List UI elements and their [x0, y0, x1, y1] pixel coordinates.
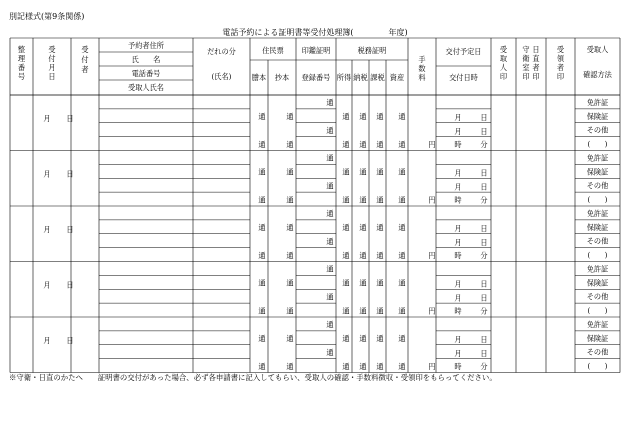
row-kofu-month: 月 — [454, 113, 462, 122]
row-kofu-day: 日 — [480, 224, 488, 233]
row-kofu-fun: 分 — [480, 140, 488, 149]
header-kofusha-in: 受 — [556, 45, 565, 54]
row-zeimu-tsu: 通 — [342, 334, 350, 343]
header-kakunin-sub: 確認方法 — [583, 70, 612, 79]
row-kofu-day: 日 — [480, 335, 488, 344]
header-kofusha-in: 者 — [556, 63, 565, 72]
header-zeimu-3: 資産 — [389, 73, 405, 82]
header-kakunin: 受取人 — [586, 45, 609, 54]
header-uketsuke-date: 付 — [48, 54, 56, 63]
header-applicant-3: 受取人氏名 — [128, 83, 164, 92]
header-shuei-a: 印 — [522, 72, 530, 81]
row-id-option: その他 — [586, 181, 609, 191]
row-zeimu-tsu: 通 — [376, 195, 384, 205]
form-year-suffix: 年度) — [388, 28, 408, 37]
row-inkan-tsu: 通 — [326, 98, 334, 107]
header-shuei-b: 印 — [532, 72, 540, 81]
row-day: 日 — [66, 169, 74, 179]
header-uketsukesha: 付 — [81, 55, 89, 64]
header-uketorinin-in: 人 — [499, 63, 508, 72]
row-tohon-tsu: 通 — [258, 306, 266, 316]
header-shuei-a: 守 — [522, 45, 530, 54]
row-day: 日 — [66, 114, 74, 123]
row-zeimu-tsu: 通 — [359, 362, 367, 371]
row-tohon-tsu: 通 — [258, 334, 266, 343]
row-id-option: 保険証 — [586, 111, 609, 121]
row-kofu-fun: 分 — [480, 306, 488, 316]
row-zeimu-tsu: 通 — [342, 140, 350, 149]
row-month: 月 — [43, 280, 51, 290]
row-id-option: 保険証 — [586, 222, 609, 232]
row-zeimu-tsu: 通 — [342, 306, 350, 316]
header-zeimu: 税務証明 — [357, 46, 387, 55]
row-day: 日 — [66, 280, 74, 290]
row-zeimu-tsu: 通 — [342, 278, 350, 288]
row-tohon-tsu: 通 — [258, 195, 266, 205]
row-zeimu-tsu: 通 — [342, 167, 350, 177]
row-kofu-month: 月 — [454, 168, 462, 178]
row-zeimu-tsu: 通 — [398, 195, 406, 205]
row-tohon-tsu: 通 — [258, 223, 266, 232]
row-kofu-day: 日 — [480, 293, 488, 303]
row-zeimu-tsu: 通 — [398, 334, 406, 343]
row-zeimu-tsu: 通 — [376, 223, 384, 232]
row-zeimu-tsu: 通 — [359, 306, 367, 316]
row-shohon-tsu: 通 — [286, 195, 294, 205]
header-shuei-a: 衛 — [522, 54, 530, 63]
row-zeimu-tsu: 通 — [342, 251, 350, 260]
row-id-option: ( ) — [587, 305, 608, 315]
header-inkan-sub: 登録番号 — [301, 73, 331, 82]
row-month: 月 — [43, 336, 51, 345]
row-yen: 円 — [428, 306, 436, 316]
header-kofusha-in: 領 — [556, 54, 565, 63]
header-zeimu-1: 納税 — [353, 73, 368, 82]
header-juminhyo: 住民票 — [262, 46, 284, 55]
header-shuei-a: 室 — [522, 63, 530, 72]
row-zeimu-tsu: 通 — [359, 167, 367, 177]
header-applicant-1: 氏 名 — [131, 55, 161, 64]
header-shuei-b: 者 — [532, 63, 540, 72]
row-yen: 円 — [428, 251, 436, 260]
row-shohon-tsu: 通 — [286, 306, 294, 316]
row-zeimu-tsu: 通 — [376, 306, 384, 316]
row-zeimu-tsu: 通 — [342, 362, 350, 371]
row-id-option: その他 — [586, 292, 609, 302]
row-shohon-tsu: 通 — [286, 278, 294, 288]
row-zeimu-tsu: 通 — [398, 112, 406, 121]
row-kofu-month: 月 — [454, 279, 462, 289]
header-uketsuke-date: 月 — [48, 63, 56, 72]
header-shohon: 抄本 — [274, 73, 290, 82]
row-id-option: ( ) — [587, 250, 608, 260]
row-zeimu-tsu: 通 — [359, 195, 367, 205]
row-zeimu-tsu: 通 — [376, 334, 384, 343]
row-id-option: 保険証 — [586, 167, 609, 177]
row-yen: 円 — [428, 140, 436, 149]
row-zeimu-tsu: 通 — [359, 112, 367, 121]
header-uketorinin-in: 受 — [499, 45, 508, 54]
row-inkan-tsu: 通 — [326, 292, 334, 302]
row-zeimu-tsu: 通 — [359, 223, 367, 232]
row-id-option: ( ) — [587, 361, 608, 371]
header-seiri: 番 — [17, 63, 26, 72]
header-applicant-0: 予約者住所 — [128, 41, 164, 50]
row-kofu-ji: 時 — [454, 362, 462, 371]
header-tesuryo: 数 — [418, 64, 426, 73]
row-zeimu-tsu: 通 — [398, 278, 406, 288]
row-id-option: 免許証 — [586, 153, 609, 163]
row-id-option: その他 — [586, 236, 609, 246]
row-zeimu-tsu: 通 — [359, 278, 367, 288]
row-zeimu-tsu: 通 — [342, 195, 350, 205]
row-zeimu-tsu: 通 — [398, 306, 406, 316]
row-kofu-ji: 時 — [454, 251, 462, 260]
header-tohon: 謄本 — [251, 73, 267, 82]
row-kofu-day: 日 — [480, 182, 488, 192]
row-zeimu-tsu: 通 — [359, 251, 367, 260]
header-dareno: だれの分 — [207, 47, 236, 56]
row-shohon-tsu: 通 — [286, 112, 294, 121]
row-kofu-ji: 時 — [454, 195, 462, 205]
row-month: 月 — [43, 169, 51, 179]
row-zeimu-tsu: 通 — [376, 112, 384, 121]
row-id-option: ( ) — [587, 139, 608, 149]
row-inkan-tsu: 通 — [326, 153, 334, 163]
row-id-option: 免許証 — [586, 98, 609, 107]
row-kofu-day: 日 — [480, 349, 488, 358]
header-inkan: 印鑑証明 — [301, 46, 331, 55]
row-tohon-tsu: 通 — [258, 112, 266, 121]
row-month: 月 — [43, 225, 51, 234]
row-kofu-ji: 時 — [454, 140, 462, 149]
row-kofu-day: 日 — [480, 113, 488, 122]
row-id-option: その他 — [586, 125, 609, 135]
row-kofu-month: 月 — [454, 293, 462, 303]
row-zeimu-tsu: 通 — [376, 278, 384, 288]
row-yen: 円 — [428, 195, 436, 205]
header-shuei-b: 日 — [532, 45, 540, 54]
row-kofu-month: 月 — [454, 238, 462, 247]
form-title: 電話予約による証明書等受付処理簿( — [222, 28, 354, 37]
row-id-option: 保険証 — [586, 278, 609, 288]
footer-note: ※守衛・日直のかたへ 証明書の交付があった場合、必ず各申請書に記入してもらい、受取人の確認・手数料徴収・受領印をもらってください。 — [9, 373, 497, 382]
row-kofu-fun: 分 — [480, 362, 488, 371]
row-yen: 円 — [428, 362, 436, 371]
row-inkan-tsu: 通 — [326, 264, 334, 274]
row-shohon-tsu: 通 — [286, 251, 294, 260]
row-kofu-month: 月 — [454, 335, 462, 344]
header-zeimu-0: 所得 — [336, 73, 352, 82]
row-zeimu-tsu: 通 — [376, 251, 384, 260]
row-zeimu-tsu: 通 — [398, 223, 406, 232]
row-zeimu-tsu: 通 — [359, 334, 367, 343]
row-shohon-tsu: 通 — [286, 334, 294, 343]
row-kofu-month: 月 — [454, 224, 462, 233]
row-day: 日 — [66, 225, 74, 234]
row-kofu-month: 月 — [454, 349, 462, 358]
header-tesuryo: 料 — [418, 73, 426, 82]
form-note: 別記様式(第9条関係) — [9, 12, 85, 21]
header-seiri: 号 — [17, 72, 26, 81]
row-zeimu-tsu: 通 — [376, 140, 384, 149]
header-dareno-sub: (氏名) — [211, 72, 232, 81]
row-zeimu-tsu: 通 — [398, 362, 406, 371]
header-seiri: 理 — [17, 54, 26, 63]
row-kofu-fun: 分 — [480, 195, 488, 205]
row-shohon-tsu: 通 — [286, 167, 294, 177]
row-zeimu-tsu: 通 — [359, 140, 367, 149]
row-shohon-tsu: 通 — [286, 140, 294, 149]
row-inkan-tsu: 通 — [326, 181, 334, 191]
row-zeimu-tsu: 通 — [342, 223, 350, 232]
header-kofu-yotei: 交付予定日 — [445, 47, 482, 56]
row-id-option: 保険証 — [586, 333, 609, 343]
header-uketorinin-in: 印 — [499, 72, 508, 81]
row-kofu-day: 日 — [480, 168, 488, 178]
row-kofu-month: 月 — [454, 182, 462, 192]
row-id-option: 免許証 — [586, 264, 609, 274]
row-id-option: その他 — [586, 347, 609, 357]
row-shohon-tsu: 通 — [286, 223, 294, 232]
row-zeimu-tsu: 通 — [398, 140, 406, 149]
row-inkan-tsu: 通 — [326, 209, 334, 218]
header-zeimu-2: 課税 — [370, 73, 385, 82]
row-month: 月 — [43, 114, 51, 123]
header-kofusha-in: 印 — [556, 72, 565, 81]
row-kofu-day: 日 — [480, 127, 488, 136]
header-seiri: 整 — [17, 45, 26, 54]
row-zeimu-tsu: 通 — [398, 167, 406, 177]
row-inkan-tsu: 通 — [326, 348, 334, 357]
row-tohon-tsu: 通 — [258, 167, 266, 177]
row-zeimu-tsu: 通 — [376, 167, 384, 177]
row-kofu-day: 日 — [480, 238, 488, 247]
row-inkan-tsu: 通 — [326, 237, 334, 246]
row-kofu-ji: 時 — [454, 306, 462, 316]
header-shuei-b: 直 — [532, 54, 540, 63]
row-inkan-tsu: 通 — [326, 126, 334, 135]
row-day: 日 — [66, 336, 74, 345]
header-uketsukesha: 者 — [81, 65, 89, 74]
header-uketsuke-date: 受 — [48, 45, 56, 54]
header-uketsuke-date: 日 — [48, 72, 56, 81]
row-zeimu-tsu: 通 — [342, 112, 350, 121]
row-tohon-tsu: 通 — [258, 251, 266, 260]
row-inkan-tsu: 通 — [326, 320, 334, 329]
row-tohon-tsu: 通 — [258, 140, 266, 149]
row-kofu-fun: 分 — [480, 251, 488, 260]
header-applicant-2: 電話番号 — [131, 69, 161, 78]
header-uketsukesha: 受 — [81, 45, 89, 54]
row-kofu-month: 月 — [454, 127, 462, 136]
row-zeimu-tsu: 通 — [376, 362, 384, 371]
header-uketorinin-in: 取 — [499, 54, 508, 63]
row-shohon-tsu: 通 — [286, 362, 294, 371]
row-id-option: 免許証 — [586, 209, 609, 218]
row-tohon-tsu: 通 — [258, 278, 266, 288]
row-tohon-tsu: 通 — [258, 362, 266, 371]
row-id-option: ( ) — [587, 194, 608, 204]
row-id-option: 免許証 — [586, 320, 609, 329]
row-kofu-day: 日 — [480, 279, 488, 289]
header-kofu-nichiji: 交付日時 — [449, 73, 478, 82]
row-zeimu-tsu: 通 — [398, 251, 406, 260]
header-tesuryo: 手 — [418, 55, 426, 64]
